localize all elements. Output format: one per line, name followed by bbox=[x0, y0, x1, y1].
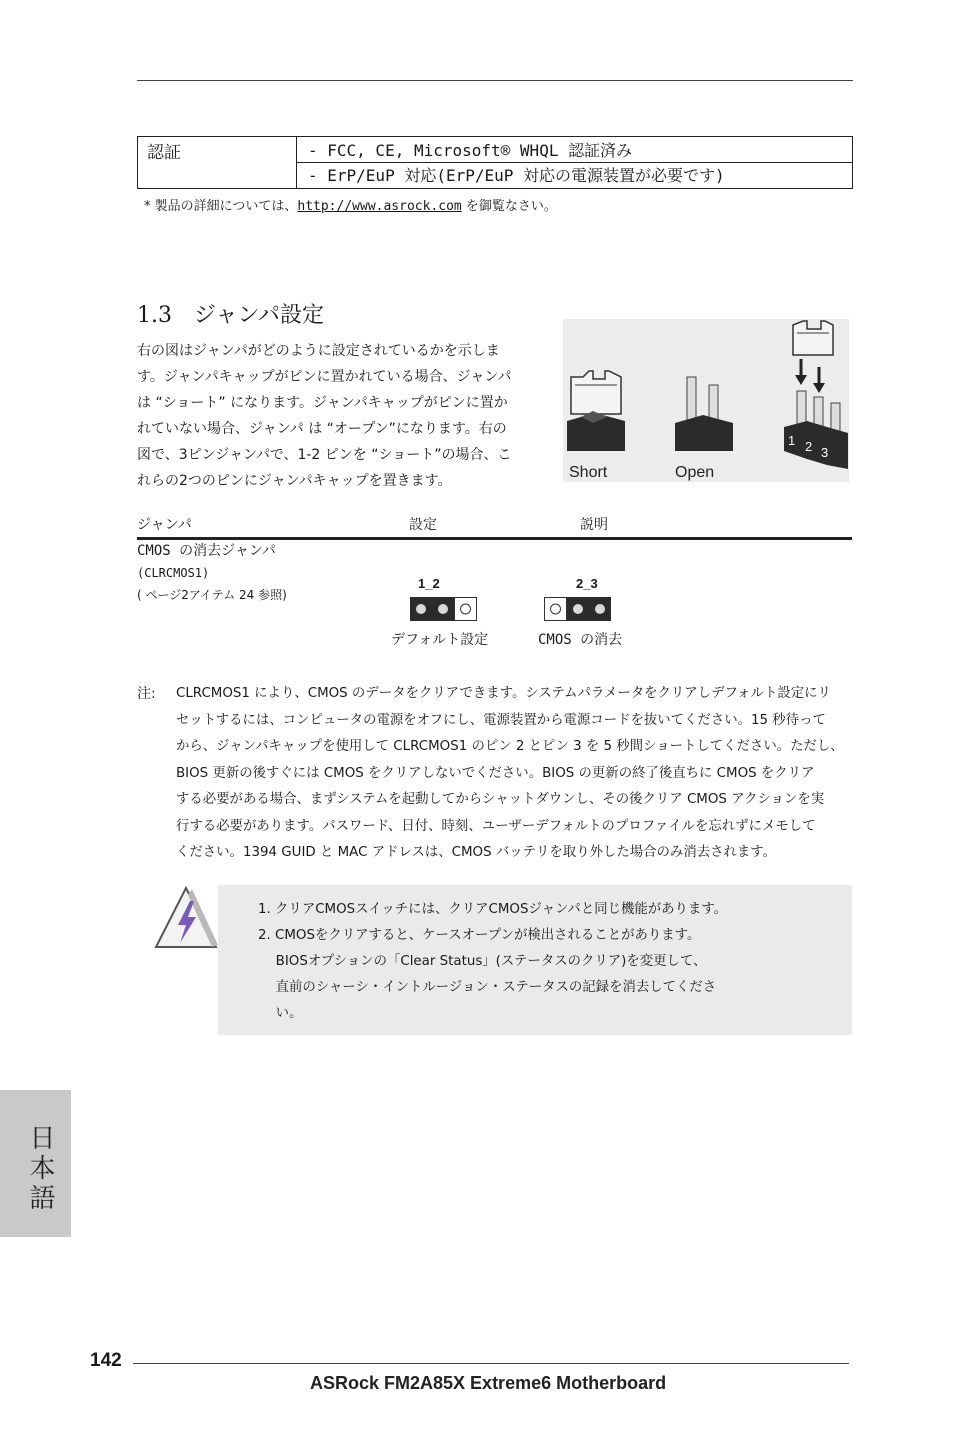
spec-label-cell bbox=[138, 137, 297, 188]
footnote-prefix: * 製品の詳細については、 bbox=[144, 199, 298, 214]
pin-header-2-3-icon bbox=[544, 597, 612, 621]
clear-pins-label: 2_3 bbox=[576, 576, 598, 591]
clear-cmos-jumper-id: (CLRCMOS1) bbox=[137, 566, 210, 580]
language-side-tab bbox=[0, 1090, 71, 1237]
pin-header-1-2-icon bbox=[410, 597, 478, 621]
footer-rule bbox=[133, 1363, 849, 1364]
paragraph-line: 図で、3ピンジャンパで、1-2 ピンを “ショート”の場合、こ bbox=[137, 447, 512, 463]
section-title: 1.3 ジャンパ設定 bbox=[137, 303, 325, 328]
caution-line: 2. CMOSをクリアすると、ケースオープンが検出されることがあります。 bbox=[258, 928, 701, 943]
note-line: から、ジャンパキャップを使用して CLRCMOS1 のピン 2 とピン 3 を 5 秒間ショートしてください。ただし、 bbox=[176, 739, 844, 754]
note-line: する必要がある場合、まずシステムを起動してからシャットダウンし、その後クリア CMOS アクションを実 bbox=[176, 792, 825, 807]
clear-pin-header bbox=[544, 597, 612, 625]
note-line: ください。1394 GUID と MAC アドレスは、CMOS バッテリを取り外した場合のみ消去されます。 bbox=[176, 845, 776, 860]
caution-line: い。 bbox=[258, 1006, 303, 1021]
spec-row-2 bbox=[296, 162, 852, 188]
open-label: Open bbox=[675, 464, 715, 481]
spec-line-2: - ErP/EuP 対応(ErP/EuP 対応の電源装置が必要です) bbox=[308, 166, 725, 185]
col-setting: 設定 bbox=[409, 517, 437, 533]
jumper-illustration bbox=[563, 319, 849, 482]
paragraph-line: れていない場合、ジャンパ は “オープン”になります。右の bbox=[137, 421, 507, 437]
default-pin-header bbox=[410, 597, 478, 625]
note-label: 注: bbox=[137, 686, 156, 702]
three-pin-jumper-figure bbox=[784, 321, 848, 469]
note-line: CLRCMOS1 により、CMOS のデータをクリアできます。システムパラメータをクリアしデフォルト設定にリ bbox=[176, 686, 831, 701]
short-label: Short bbox=[569, 464, 608, 481]
note-line: 行する必要があります。パスワード、日付、時刻、ユーザーデフォルトのプロファイルを忘れずにメモして bbox=[176, 818, 816, 834]
header-rule bbox=[137, 80, 853, 81]
clear-cmos-jumper-ref: ( ページ2アイテム 24 参照) bbox=[137, 588, 287, 602]
settings-table-header bbox=[137, 513, 852, 540]
clear-cmos-jumper-name: CMOS の消去ジャンパ bbox=[137, 543, 276, 559]
page-number: 142 bbox=[90, 1350, 122, 1371]
clear-caption: CMOS の消去 bbox=[538, 632, 623, 648]
short-jumper-figure bbox=[567, 371, 625, 481]
paragraph-line: 右の図はジャンパがどのように設定されているかを示しま bbox=[137, 343, 500, 359]
footnote-suffix: を御覧なさい。 bbox=[461, 199, 557, 214]
note-body bbox=[176, 681, 856, 867]
caution-icon-wrap bbox=[152, 885, 220, 955]
language-tab-label: 日本語 bbox=[25, 1124, 55, 1214]
col-description: 説明 bbox=[580, 517, 608, 533]
caution-line: 直前のシャーシ・イントルージョン・ステータスの記録を消去してくださ bbox=[258, 980, 717, 995]
caution-line: BIOSオプションの「Clear Status」(ステータスのクリア)を変更して、 bbox=[258, 954, 707, 969]
spec-line-1: - FCC, CE, Microsoft® WHQL 認証済み bbox=[308, 141, 633, 160]
warning-lightning-icon bbox=[152, 885, 220, 951]
pin-3-label: 3 bbox=[821, 445, 829, 460]
jumper-diagram bbox=[563, 319, 849, 482]
paragraph-line: は “ショート” になります。ジャンパキャップがピンに置か bbox=[137, 395, 508, 411]
footer-title: ASRock FM2A85X Extreme6 Motherboard bbox=[310, 1373, 667, 1393]
asrock-link[interactable]: http://www.asrock.com bbox=[297, 199, 462, 214]
default-caption: デフォルト設定 bbox=[391, 632, 489, 648]
paragraph-line: す。ジャンパキャップがピンに置かれている場合、ジャンパ bbox=[137, 369, 512, 385]
spec-row-1 bbox=[296, 137, 852, 163]
footnote bbox=[144, 195, 557, 214]
note-line: BIOS 更新の後すぐには CMOS をクリアしないでください。BIOS の更新の終了後直ちに CMOS をクリア bbox=[176, 765, 815, 781]
note-line: セットするには、コンピュータの電源をオフにし、電源装置から電源コードを抜いてください。15 秒待って bbox=[176, 712, 826, 728]
col-jumper: ジャンパ bbox=[137, 517, 192, 533]
spec-label: 認証 bbox=[147, 143, 181, 163]
open-jumper-figure bbox=[675, 377, 733, 481]
default-pins-label: 1_2 bbox=[418, 576, 440, 591]
caution-list bbox=[258, 897, 727, 1027]
spec-table bbox=[137, 136, 853, 189]
paragraph-line: れらの2つのピンにジャンパキャップを置きます。 bbox=[137, 473, 452, 489]
pin-1-label: 1 bbox=[788, 433, 796, 448]
caution-line: 1. クリアCMOSスイッチには、クリアCMOSジャンパと同じ機能があります。 bbox=[258, 902, 728, 917]
pin-2-label: 2 bbox=[805, 439, 813, 454]
section-paragraph bbox=[137, 338, 549, 494]
